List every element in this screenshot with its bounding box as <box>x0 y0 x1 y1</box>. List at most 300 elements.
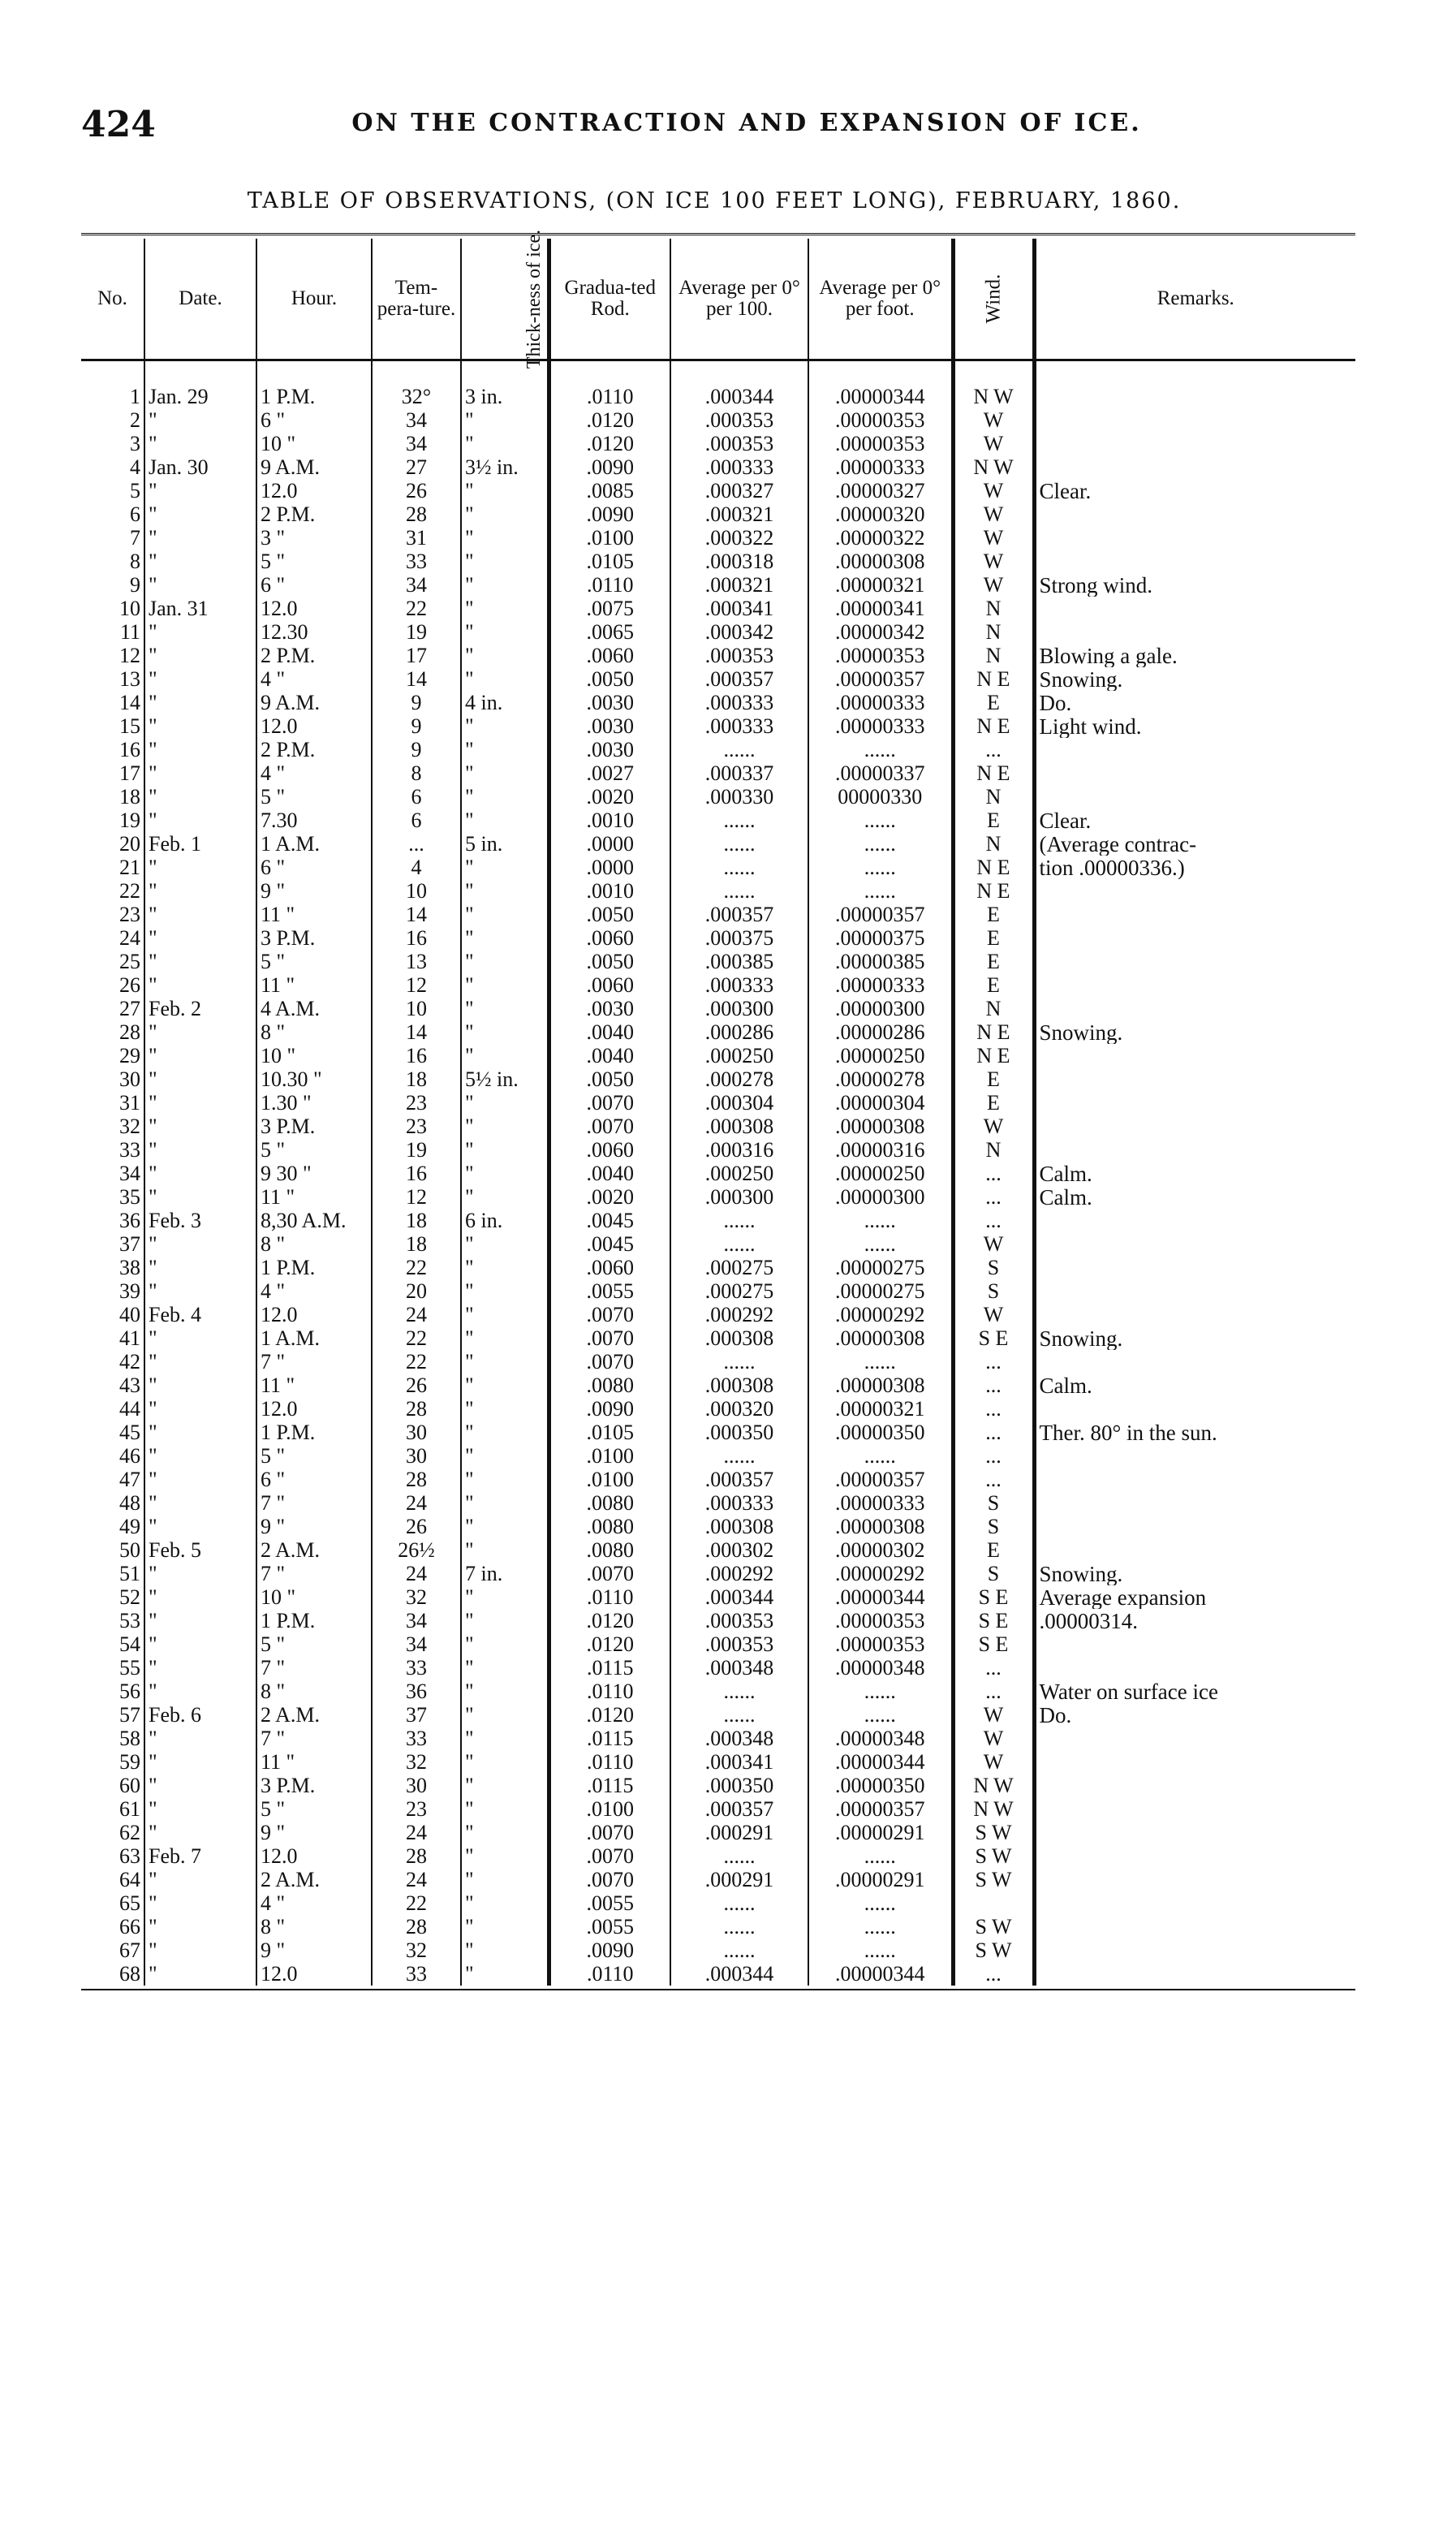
cell-average-foot: .00000316 <box>808 1138 953 1162</box>
col-header-average-100: Average per 0° per 100. <box>670 239 808 360</box>
cell-hour: 5 " <box>256 950 372 973</box>
cell-temperature: 31 <box>372 526 461 550</box>
cell-average-foot: .00000304 <box>808 1091 953 1115</box>
cell-hour: 7.30 <box>256 809 372 832</box>
cell-remarks <box>1034 1632 1355 1656</box>
cell-thickness: " <box>461 620 549 644</box>
cell-thickness: " <box>461 1138 549 1162</box>
cell-no: 40 <box>119 1303 140 1326</box>
cell-temperature: 34 <box>372 1632 461 1656</box>
cell-date: " <box>144 1609 256 1632</box>
cell-graduated-rod: .0060 <box>549 973 670 997</box>
cell-hour: 11 " <box>256 973 372 997</box>
cell-thickness: " <box>461 1962 549 1986</box>
table-row <box>81 455 1355 479</box>
cell-temperature: 14 <box>372 903 461 926</box>
cell-wind: W <box>953 573 1034 597</box>
cell-no: 29 <box>119 1044 140 1067</box>
table-row <box>81 738 1355 761</box>
cell-graduated-rod: .0045 <box>549 1209 670 1232</box>
cell-thickness: 7 in. <box>461 1562 549 1585</box>
cell-wind: ... <box>953 1680 1034 1703</box>
cell-date: " <box>144 1585 256 1609</box>
col-header-date: Date. <box>144 239 256 360</box>
cell-hour: 5 " <box>256 550 372 573</box>
cell-graduated-rod: .0115 <box>549 1727 670 1750</box>
cell-date: Feb. 1 <box>144 832 256 856</box>
col-header-remarks: Remarks. <box>1034 239 1355 360</box>
cell-remarks: Blowing a gale. <box>1034 644 1355 667</box>
table-row <box>81 1632 1355 1656</box>
cell-remarks: Calm. <box>1034 1162 1355 1185</box>
cell-graduated-rod: .0110 <box>549 1680 670 1703</box>
cell-hour: 9 " <box>256 1515 372 1538</box>
cell-graduated-rod: .0030 <box>549 714 670 738</box>
table-row <box>81 809 1355 832</box>
cell-thickness: " <box>461 1091 549 1115</box>
cell-wind: E <box>953 809 1034 832</box>
cell-no: 12 <box>119 644 140 667</box>
cell-hour: 12.0 <box>256 597 372 620</box>
cell-date: " <box>144 1797 256 1821</box>
cell-date: " <box>144 502 256 526</box>
cell-average-100: .000308 <box>670 1115 808 1138</box>
col-header-thickness-label: Thick-ness of ice. <box>523 229 545 369</box>
cell-no: 2 <box>130 408 140 432</box>
table-row <box>81 1138 1355 1162</box>
cell-no: 41 <box>119 1326 140 1350</box>
cell-temperature: 18 <box>372 1209 461 1232</box>
cell-average-100: ...... <box>670 1938 808 1962</box>
spacer-cell <box>256 360 372 386</box>
cell-temperature: 22 <box>372 1891 461 1915</box>
cell-thickness: " <box>461 785 549 809</box>
cell-thickness: " <box>461 573 549 597</box>
cell-graduated-rod: .0000 <box>549 832 670 856</box>
cell-wind: S <box>953 1562 1034 1585</box>
table-row <box>81 1727 1355 1750</box>
cell-remarks: Strong wind. <box>1034 573 1355 597</box>
cell-thickness: " <box>461 1020 549 1044</box>
cell-average-100: .000342 <box>670 620 808 644</box>
cell-graduated-rod: .0060 <box>549 926 670 950</box>
table-row <box>81 1468 1355 1491</box>
cell-graduated-rod: .0100 <box>549 1468 670 1491</box>
cell-average-100: .000333 <box>670 973 808 997</box>
cell-temperature: ... <box>372 832 461 856</box>
cell-hour: 9 " <box>256 879 372 903</box>
cell-remarks <box>1034 1303 1355 1326</box>
cell-thickness: " <box>461 1279 549 1303</box>
cell-wind: E <box>953 1538 1034 1562</box>
cell-no: 1 <box>130 385 140 408</box>
spacer-cell <box>372 360 461 386</box>
cell-date: " <box>144 1444 256 1468</box>
cell-wind: ... <box>953 1350 1034 1373</box>
cell-date: Jan. 30 <box>144 455 256 479</box>
cell-average-foot: ...... <box>808 1444 953 1468</box>
cell-wind: ... <box>953 1373 1034 1397</box>
table-row <box>81 1115 1355 1138</box>
cell-average-foot: .00000348 <box>808 1727 953 1750</box>
cell-average-100: ...... <box>670 1915 808 1938</box>
cell-average-foot: .00000344 <box>808 1750 953 1774</box>
cell-graduated-rod: .0027 <box>549 761 670 785</box>
cell-hour: 5 " <box>256 1138 372 1162</box>
cell-date: " <box>144 1868 256 1891</box>
cell-remarks <box>1034 1279 1355 1303</box>
cell-remarks <box>1034 1891 1355 1915</box>
cell-average-foot: .00000348 <box>808 1656 953 1680</box>
cell-hour: 5 " <box>256 1632 372 1656</box>
page-header <box>81 104 1347 153</box>
table-row <box>81 597 1355 620</box>
cell-temperature: 34 <box>372 408 461 432</box>
cell-graduated-rod: .0050 <box>549 950 670 973</box>
cell-remarks: Calm. <box>1034 1185 1355 1209</box>
cell-wind: W <box>953 432 1034 455</box>
cell-no: 65 <box>119 1891 140 1915</box>
cell-thickness: " <box>461 550 549 573</box>
cell-date: Feb. 3 <box>144 1209 256 1232</box>
cell-temperature: 30 <box>372 1444 461 1468</box>
cell-average-100: .000292 <box>670 1303 808 1326</box>
cell-temperature: 6 <box>372 809 461 832</box>
cell-remarks: Light wind. <box>1034 714 1355 738</box>
cell-temperature: 24 <box>372 1868 461 1891</box>
cell-wind: W <box>953 1727 1034 1750</box>
cell-remarks <box>1034 761 1355 785</box>
cell-wind: E <box>953 903 1034 926</box>
cell-thickness: " <box>461 1373 549 1397</box>
cell-hour: 4 " <box>256 1279 372 1303</box>
cell-thickness: " <box>461 1115 549 1138</box>
cell-temperature: 9 <box>372 691 461 714</box>
cell-average-foot: .00000275 <box>808 1256 953 1279</box>
cell-no: 55 <box>119 1656 140 1680</box>
cell-average-foot: .00000291 <box>808 1868 953 1891</box>
spacer-cell <box>670 360 808 386</box>
cell-graduated-rod: .0065 <box>549 620 670 644</box>
table-row <box>81 997 1355 1020</box>
cell-average-100: ...... <box>670 879 808 903</box>
cell-hour: 6 " <box>256 856 372 879</box>
cell-average-100: .000348 <box>670 1656 808 1680</box>
cell-thickness: 3 in. <box>461 385 549 408</box>
cell-graduated-rod: .0070 <box>549 1326 670 1350</box>
cell-average-100: .000341 <box>670 597 808 620</box>
cell-thickness: " <box>461 879 549 903</box>
cell-wind: ... <box>953 1162 1034 1185</box>
cell-temperature: 16 <box>372 926 461 950</box>
cell-remarks <box>1034 1232 1355 1256</box>
cell-temperature: 17 <box>372 644 461 667</box>
cell-hour: 2 P.M. <box>256 644 372 667</box>
cell-average-foot: ...... <box>808 1844 953 1868</box>
cell-date: " <box>144 879 256 903</box>
table-row <box>81 1491 1355 1515</box>
cell-graduated-rod: .0100 <box>549 1444 670 1468</box>
cell-hour: 7 " <box>256 1350 372 1373</box>
table-row <box>81 1562 1355 1585</box>
table-row <box>81 1020 1355 1044</box>
cell-average-100: .000308 <box>670 1373 808 1397</box>
cell-date: Feb. 5 <box>144 1538 256 1562</box>
cell-thickness: " <box>461 1585 549 1609</box>
table-row <box>81 1680 1355 1703</box>
cell-remarks <box>1034 1774 1355 1797</box>
cell-no: 45 <box>119 1421 140 1444</box>
cell-wind: N E <box>953 714 1034 738</box>
cell-thickness: " <box>461 1421 549 1444</box>
cell-graduated-rod: .0040 <box>549 1020 670 1044</box>
cell-date: " <box>144 1632 256 1656</box>
cell-no: 63 <box>119 1844 140 1868</box>
table-row <box>81 926 1355 950</box>
cell-hour: 8,30 A.M. <box>256 1209 372 1232</box>
cell-average-100: .000318 <box>670 550 808 573</box>
cell-average-100: .000385 <box>670 950 808 973</box>
cell-date: Jan. 31 <box>144 597 256 620</box>
cell-average-foot: ...... <box>808 809 953 832</box>
cell-temperature: 23 <box>372 1115 461 1138</box>
cell-no: 23 <box>119 903 140 926</box>
cell-date: " <box>144 550 256 573</box>
cell-hour: 1 P.M. <box>256 385 372 408</box>
cell-average-foot: .00000344 <box>808 385 953 408</box>
cell-date: " <box>144 1185 256 1209</box>
cell-average-foot: .00000353 <box>808 644 953 667</box>
cell-thickness: " <box>461 738 549 761</box>
cell-average-100: .000344 <box>670 385 808 408</box>
cell-graduated-rod: .0080 <box>549 1538 670 1562</box>
cell-remarks <box>1034 1915 1355 1938</box>
cell-average-foot: .00000250 <box>808 1162 953 1185</box>
cell-no: 22 <box>119 879 140 903</box>
cell-average-100: ...... <box>670 1350 808 1373</box>
cell-thickness: " <box>461 856 549 879</box>
cell-date: " <box>144 1891 256 1915</box>
cell-thickness: " <box>461 597 549 620</box>
cell-temperature: 28 <box>372 502 461 526</box>
cell-average-foot: .00000320 <box>808 502 953 526</box>
table-row <box>81 1515 1355 1538</box>
spacer-cell <box>81 360 144 386</box>
cell-graduated-rod: .0010 <box>549 879 670 903</box>
cell-average-100: .000330 <box>670 785 808 809</box>
table-row <box>81 785 1355 809</box>
cell-graduated-rod: .0050 <box>549 903 670 926</box>
cell-hour: 2 P.M. <box>256 738 372 761</box>
table-row <box>81 1821 1355 1844</box>
cell-temperature: 24 <box>372 1821 461 1844</box>
cell-wind: W <box>953 1303 1034 1326</box>
cell-no: 43 <box>119 1373 140 1397</box>
cell-average-100: ...... <box>670 1232 808 1256</box>
cell-average-100: .000357 <box>670 667 808 691</box>
cell-graduated-rod: .0030 <box>549 997 670 1020</box>
cell-thickness: " <box>461 1797 549 1821</box>
cell-no: 59 <box>119 1750 140 1774</box>
cell-hour: 8 " <box>256 1020 372 1044</box>
cell-average-foot: .00000308 <box>808 1326 953 1350</box>
cell-wind: W <box>953 1232 1034 1256</box>
cell-no: 62 <box>119 1821 140 1844</box>
cell-date: " <box>144 408 256 432</box>
cell-wind: E <box>953 950 1034 973</box>
running-title: ON THE CONTRACTION AND EXPANSION OF ICE. <box>351 109 1142 137</box>
table-row <box>81 432 1355 455</box>
cell-hour: 10 " <box>256 1585 372 1609</box>
cell-graduated-rod: .0060 <box>549 1256 670 1279</box>
cell-temperature: 20 <box>372 1279 461 1303</box>
table-row <box>81 1350 1355 1373</box>
cell-hour: 4 A.M. <box>256 997 372 1020</box>
table-row <box>81 1891 1355 1915</box>
cell-wind: S E <box>953 1326 1034 1350</box>
cell-average-100: .000344 <box>670 1585 808 1609</box>
cell-average-100: .000350 <box>670 1421 808 1444</box>
cell-average-foot: .00000350 <box>808 1421 953 1444</box>
cell-graduated-rod: .0020 <box>549 785 670 809</box>
cell-wind: N E <box>953 856 1034 879</box>
cell-wind: W <box>953 1703 1034 1727</box>
cell-average-100: .000300 <box>670 1185 808 1209</box>
cell-no: 68 <box>119 1962 140 1986</box>
cell-thickness: " <box>461 667 549 691</box>
cell-no: 35 <box>119 1185 140 1209</box>
cell-average-100: .000350 <box>670 1774 808 1797</box>
cell-temperature: 23 <box>372 1797 461 1821</box>
cell-remarks <box>1034 785 1355 809</box>
cell-remarks <box>1034 1656 1355 1680</box>
cell-hour: 3 " <box>256 526 372 550</box>
cell-hour: 1 P.M. <box>256 1421 372 1444</box>
cell-thickness: " <box>461 479 549 502</box>
cell-no: 32 <box>119 1115 140 1138</box>
cell-date: " <box>144 1256 256 1279</box>
cell-graduated-rod: .0045 <box>549 1232 670 1256</box>
cell-wind: S <box>953 1279 1034 1303</box>
cell-remarks <box>1034 1797 1355 1821</box>
cell-graduated-rod: .0120 <box>549 408 670 432</box>
cell-remarks <box>1034 1067 1355 1091</box>
cell-date: " <box>144 1162 256 1185</box>
cell-average-foot: .00000308 <box>808 1515 953 1538</box>
cell-hour: 1 A.M. <box>256 832 372 856</box>
cell-average-100: .000321 <box>670 573 808 597</box>
cell-graduated-rod: .0115 <box>549 1656 670 1680</box>
col-header-wind <box>953 239 1034 360</box>
cell-no: 51 <box>119 1562 140 1585</box>
cell-average-foot: .00000286 <box>808 1020 953 1044</box>
cell-wind: N E <box>953 761 1034 785</box>
cell-date: " <box>144 1515 256 1538</box>
cell-no: 53 <box>119 1609 140 1632</box>
cell-average-100: .000357 <box>670 1797 808 1821</box>
cell-average-100: .000320 <box>670 1397 808 1421</box>
cell-wind: E <box>953 1067 1034 1091</box>
cell-average-foot: 00000330 <box>808 785 953 809</box>
cell-graduated-rod: .0120 <box>549 1632 670 1656</box>
cell-hour: 7 " <box>256 1727 372 1750</box>
cell-hour: 2 A.M. <box>256 1868 372 1891</box>
cell-no: 57 <box>119 1703 140 1727</box>
cell-no: 21 <box>119 856 140 879</box>
cell-date: " <box>144 1044 256 1067</box>
cell-average-100: .000348 <box>670 1727 808 1750</box>
cell-remarks: Clear. <box>1034 809 1355 832</box>
cell-average-100: .000286 <box>670 1020 808 1044</box>
cell-hour: 6 " <box>256 573 372 597</box>
table-row <box>81 1750 1355 1774</box>
cell-thickness: " <box>461 1491 549 1515</box>
cell-thickness: " <box>461 1256 549 1279</box>
cell-thickness: " <box>461 1515 549 1538</box>
cell-date: " <box>144 1468 256 1491</box>
cell-wind: S <box>953 1256 1034 1279</box>
cell-graduated-rod: .0110 <box>549 1750 670 1774</box>
cell-no: 49 <box>119 1515 140 1538</box>
cell-average-100: .000250 <box>670 1162 808 1185</box>
cell-hour: 6 " <box>256 1468 372 1491</box>
cell-average-100: .000304 <box>670 1091 808 1115</box>
cell-remarks <box>1034 408 1355 432</box>
cell-temperature: 22 <box>372 1256 461 1279</box>
cell-no: 16 <box>119 738 140 761</box>
cell-hour: 8 " <box>256 1915 372 1938</box>
table-row <box>81 1067 1355 1091</box>
cell-graduated-rod: .0060 <box>549 1138 670 1162</box>
table-row <box>81 1774 1355 1797</box>
cell-graduated-rod: .0030 <box>549 738 670 761</box>
cell-temperature: 32° <box>372 385 461 408</box>
cell-thickness: 5 in. <box>461 832 549 856</box>
cell-temperature: 28 <box>372 1468 461 1491</box>
cell-temperature: 19 <box>372 620 461 644</box>
table-row <box>81 1915 1355 1938</box>
cell-wind: S W <box>953 1844 1034 1868</box>
table-row <box>81 526 1355 550</box>
cell-remarks: Do. <box>1034 691 1355 714</box>
cell-average-foot: .00000292 <box>808 1303 953 1326</box>
cell-hour: 11 " <box>256 903 372 926</box>
cell-date: " <box>144 573 256 597</box>
cell-wind: N W <box>953 455 1034 479</box>
cell-no: 34 <box>119 1162 140 1185</box>
cell-graduated-rod: .0105 <box>549 1421 670 1444</box>
cell-thickness: " <box>461 502 549 526</box>
cell-graduated-rod: .0085 <box>549 479 670 502</box>
cell-wind: N <box>953 832 1034 856</box>
cell-remarks <box>1034 526 1355 550</box>
cell-date: " <box>144 1727 256 1750</box>
cell-date: " <box>144 1821 256 1844</box>
cell-date: " <box>144 950 256 973</box>
cell-wind: S E <box>953 1609 1034 1632</box>
table-row <box>81 1609 1355 1632</box>
cell-graduated-rod: .0110 <box>549 1585 670 1609</box>
cell-graduated-rod: .0110 <box>549 385 670 408</box>
cell-graduated-rod: .0050 <box>549 1067 670 1091</box>
cell-hour: 12.0 <box>256 714 372 738</box>
cell-temperature: 16 <box>372 1162 461 1185</box>
cell-wind: S <box>953 1515 1034 1538</box>
cell-average-foot: ...... <box>808 1350 953 1373</box>
cell-graduated-rod: .0090 <box>549 455 670 479</box>
cell-hour: 9 " <box>256 1938 372 1962</box>
cell-no: 13 <box>119 667 140 691</box>
